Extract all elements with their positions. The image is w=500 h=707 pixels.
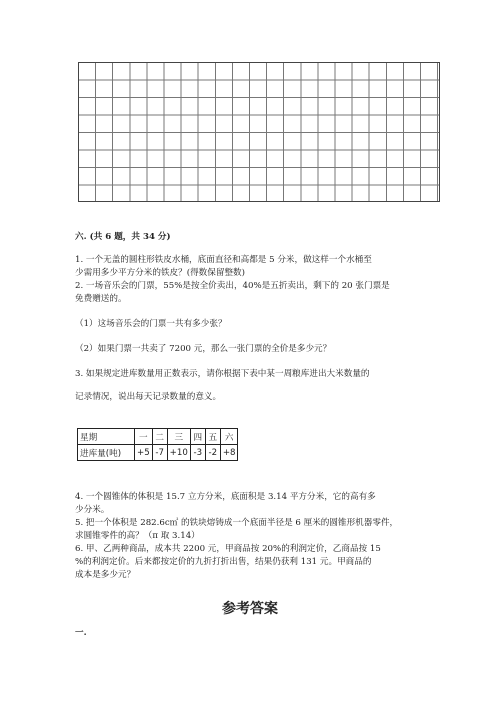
table-cell: +8: [220, 445, 238, 461]
answer-grid: [78, 62, 440, 202]
table-cell: 三: [167, 429, 190, 445]
q6-line2: %的利润定价。后来都按定价的九折打折出售，结果仍获利 131 元。甲商品的: [75, 557, 372, 567]
q5-line1: 5. 把一个体积是 282.6c㎡ 的铁块熔铸成一个底面半径是 6 厘米的圆锥形机器零件，: [75, 518, 399, 528]
q2-sub2: （2）如果门票一共卖了 7200 元，那么一张门票的全价是多少元？: [75, 344, 332, 354]
q4-line1: 4. 一个圆锥体的体积是 15.7 立方分米，底面积是 3.14 平方分米，它的高有多: [75, 492, 376, 502]
q5-line2: 求圆锥零件的高？（π 取 3.14）: [75, 531, 200, 541]
q6-line1: 6. 甲、乙两种商品，成本共 2200 元，甲商品按 20%的利润定价，乙商品按 15: [75, 544, 381, 554]
table-row: [78, 445, 238, 461]
q2-sub1: （1）这场音乐会的门票一共有多少张？: [75, 319, 227, 329]
q1-line2: 少需用多少平方分米的铁皮？(得数保留整数): [75, 268, 245, 278]
grain-record-table: [77, 428, 238, 461]
table-cell: 四: [190, 429, 205, 445]
q2-line1: 2. 一场音乐会的门票，55%是按全价卖出，40%是五折卖出，剩下的 20 张门票是: [75, 281, 390, 291]
table-cell: +5: [135, 445, 153, 461]
q6-line3: 成本是多少元？: [75, 570, 136, 580]
q4-line2: 少分米。: [75, 505, 110, 515]
table-cell: -7: [152, 445, 167, 461]
table-cell: +10: [167, 445, 190, 461]
table-cell: 六: [220, 429, 238, 445]
answer-section-1: 一.: [75, 628, 87, 638]
table-header-row: [78, 429, 238, 445]
section-heading: 六. (共 6 题，共 34 分): [75, 232, 171, 242]
q1-line1: 1. 一个无盖的圆柱形铁皮水桶，底面直径和高都是 5 分米，做这样一个水桶至: [75, 255, 372, 265]
table-cell: 星期: [78, 429, 135, 445]
table-cell: 二: [152, 429, 167, 445]
table-cell: -3: [190, 445, 205, 461]
q3-line1: 3. 如果规定进库数量用正数表示，请你根据下表中某一周粮库进出大米数量的: [75, 369, 370, 379]
table-cell: 一: [135, 429, 153, 445]
table-cell: 进库量(吨): [78, 445, 135, 461]
answer-title: 参考答案: [222, 601, 278, 617]
q2-line2: 免费赠送的。: [75, 294, 127, 304]
q3-line2: 记录情况，说出每天记录数量的意义。: [75, 392, 222, 402]
table-cell: 五: [205, 429, 220, 445]
table-cell: -2: [205, 445, 220, 461]
